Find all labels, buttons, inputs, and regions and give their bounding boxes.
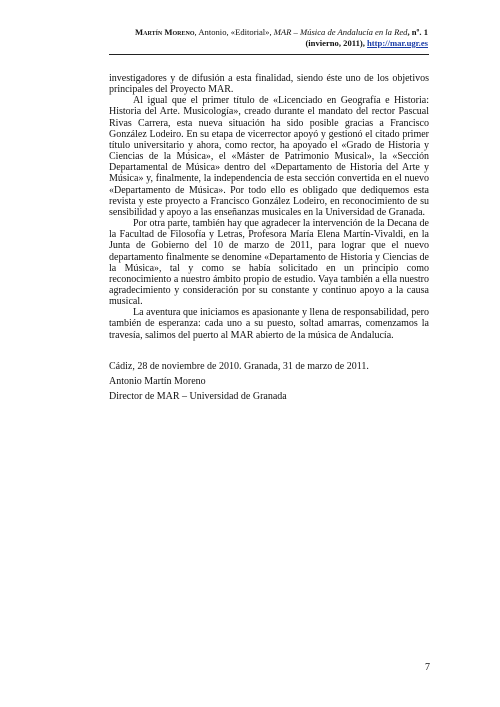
header-journal: MAR – Música de Andalucía en la Red xyxy=(273,27,408,37)
paragraph-3: Por otra parte, también hay que agradecer la intervención de la Decana de la Facultad de Filosofía y Letras, Profesora María Elena Martín-Vivaldi, en la Junta de Gobierno del 10 de marzo de 2011, para lograr que el nuevo departamento finalmente se denomine «Departamento de Historia y Ciencias de la Música», tal y como se había solicitado en un principio como reconocimiento a nuestro ámbito propio de estudio. Vaya también a ella nuestro agradecimiento y consideración por su constante y continuo apoyo a la causa musical. xyxy=(109,218,429,308)
header-issue: , nº. 1 (invierno, 2011), xyxy=(305,27,428,48)
header-link[interactable]: http://mar.ugr.es xyxy=(367,38,428,48)
body-text xyxy=(109,73,429,341)
header-author: Martín Moreno xyxy=(135,27,195,37)
author-role: Director de MAR – Universidad de Granada xyxy=(109,391,287,402)
page-number: 7 xyxy=(425,662,430,673)
place-date: Cádiz, 28 de noviembre de 2010. Granada, 31 de marzo de 2011. xyxy=(109,361,369,372)
author-name: Antonio Martín Moreno xyxy=(109,376,206,387)
signature-block xyxy=(109,359,429,404)
paragraph-2: Al igual que el primer título de «Licenciado en Geografía e Historia: Historia del Arte. Musicología», creado durante el mandato del rector Pascual Rivas Carrera, esta nueva situación ha sido posible gracias a Francisco González Lodeiro. En su etapa de vicerrector apoyó y gestionó el citado primer título universitario y ahora, como rector, ha apoyado el «Grado de Historia y Ciencias de la Música», el «Máster de Patrimonio Musical», la «Sección Departamental de Música» dentro del «Departamento de Historia del Arte y Música» y, finalmente, la independencia de esta sección convertida en el nuevo «Departamento de Música». Por todo ello es obligado que dediquemos esta revista y este proyecto a Francisco González Lodeiro, en reconocimiento de su sensibilidad y apoyo a las enseñanzas musicales en la Universidad de Granada. xyxy=(109,95,429,218)
header-citation: , Antonio, «Editorial», xyxy=(194,27,274,37)
header-rule xyxy=(109,54,429,55)
running-header xyxy=(110,27,428,49)
paragraph-4: La aventura que iniciamos es apasionante y llena de responsabilidad, pero también de esperanza: cada uno a su puesto, soltad amarras, comenzamos la travesía, salimos del puerto al MAR abierto de la música de Andalucía. xyxy=(109,307,429,341)
paragraph-1: investigadores y de difusión a esta finalidad, siendo éste uno de los objetivos principales del Proyecto MAR. xyxy=(109,73,429,96)
